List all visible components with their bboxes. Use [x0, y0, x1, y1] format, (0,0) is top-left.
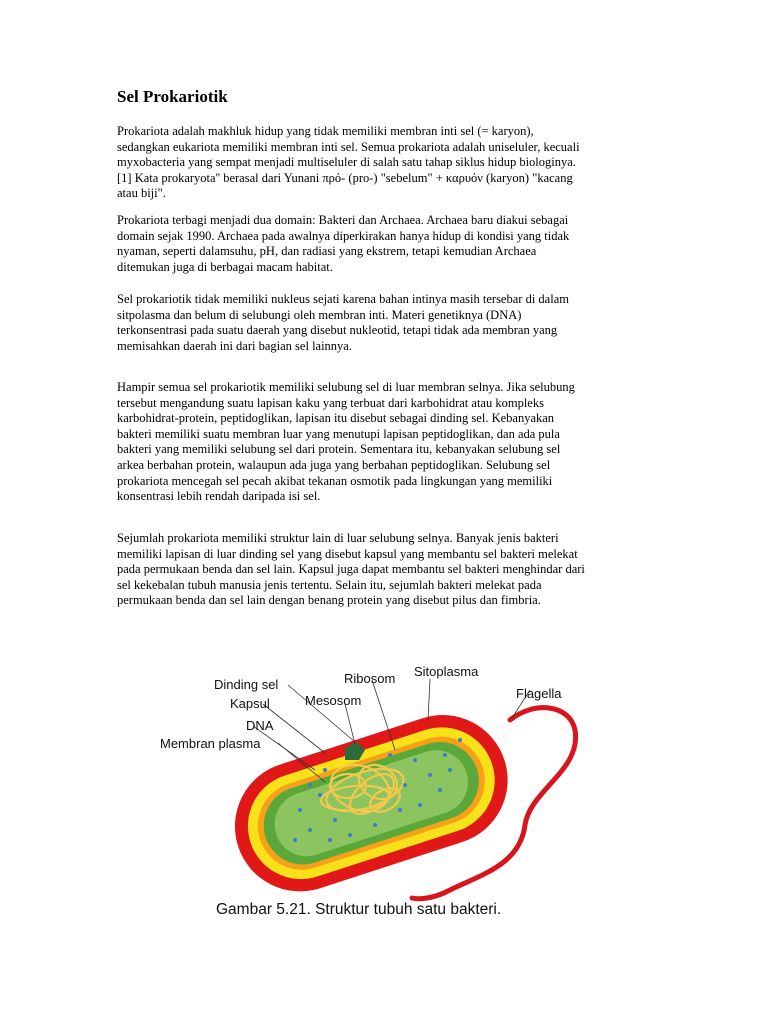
figure-caption: Gambar 5.21. Struktur tubuh satu bakteri.: [216, 901, 502, 918]
label-ribosom: Ribosom: [344, 671, 396, 686]
paragraph-1: [117, 124, 657, 202]
paragraph-line: memiliki lapisan di luar dinding sel yang disebut kapsul yang membantu sel bakteri melekat: [117, 546, 578, 561]
paragraph-line: sedangkan eukariota memiliki membran inti sel. Semua prokariota adalah uniseluler, kecuali: [117, 139, 580, 154]
paragraph-line: domain sejak 1990. Archaea pada awalnya diperkirakan hanya hidup di kondisi yang tidak: [117, 228, 570, 243]
paragraph-line: karbohidrat-protein, peptidoglikan, lapisan itu disebut sebagai dinding sel. Kebanyakan: [117, 411, 555, 426]
label-flagella: Flagella: [516, 686, 562, 701]
paragraph-line: terkonsentrasi pada suatu daerah yang disebut nukleotid, tetapi tidak ada membran yang: [117, 323, 558, 338]
paragraph-line: prokariota mencegah sel pecah akibat tekanan osmotik pada lingkungan yang memiliki: [117, 473, 553, 488]
paragraph-line: tersebut mengandung suatu lapisan kaku yang terbuat dari karbohidrat atau kompleks: [117, 395, 544, 410]
label-sitoplasma: Sitoplasma: [414, 664, 479, 679]
paragraph-4: [117, 380, 657, 505]
label-kapsul: Kapsul: [230, 696, 270, 711]
label-dna: DNA: [246, 718, 274, 733]
label-dinding-sel: Dinding sel: [214, 677, 279, 692]
page-title: Sel Prokariotik: [117, 87, 228, 106]
paragraph-line: permukaan benda dan sel lain dengan benang protein yang disebut pilus dan fimbria.: [117, 593, 541, 608]
paragraph-line: konsentrasi lebih rendah daripada isi sel.: [117, 489, 321, 504]
paragraph-line: Prokariota adalah makhluk hidup yang tidak memiliki membran inti sel (= karyon),: [117, 124, 534, 138]
paragraph-line: pada permukaan benda dan sel lain. Kapsul juga dapat membantu sel bakteri menghindar dari: [117, 562, 585, 577]
paragraph-line: Sejumlah prokariota memiliki struktur lain di luar selubung selnya. Banyak jenis bakteri: [117, 531, 559, 545]
paragraph-line: nyaman, seperti dalamsuhu, pH, dan radiasi yang ekstrem, tetapi kemudian Archaea: [117, 244, 537, 259]
paragraph-line: memisahkan daerah ini dari bagian sel lainnya.: [117, 338, 352, 353]
label-membran-plasma: Membran plasma: [160, 736, 261, 751]
paragraph-line: sel kekebalan tubuh manusia jenis tertentu. Selain itu, sejumlah bakteri melekat pada: [117, 577, 542, 592]
paragraph-line: atau biji".: [117, 186, 166, 201]
paragraph-line: bakteri memiliki suatu membran luar yang menutupi lapisan peptidoglikan, dan ada pula: [117, 426, 560, 441]
paragraph-line: sitpolasma dan belum di selubungi oleh membran inti. Materi genetiknya (DNA): [117, 307, 522, 322]
paragraph-2: [117, 213, 657, 275]
paragraph-line: Prokariota terbagi menjadi dua domain: Bakteri dan Archaea. Archaea baru diakui sebagai: [117, 213, 569, 227]
paragraph-5: [117, 531, 657, 609]
paragraph-line: ditemukan juga di berbagai macam habitat.: [117, 259, 333, 274]
paragraph-line: arkea berbahan protein, walaupun ada juga yang berbahan peptidoglikan. Selubung sel: [117, 457, 551, 472]
paragraph-line: Sel prokariotik tidak memiliki nukleus sejati karena bahan intinya masih tersebar di dalam: [117, 292, 569, 306]
paragraph-line: bakteri yang memiliki selubung sel dari protein. Sementara itu, kebanyakan selubung sel: [117, 442, 561, 457]
paragraph-line: Hampir semua sel prokariotik memiliki selubung sel di luar membran selnya. Jika selubung: [117, 380, 575, 394]
paragraph-3: [117, 292, 657, 354]
bacteria-figure: [150, 660, 610, 925]
label-mesosom: Mesosom: [305, 693, 362, 708]
paragraph-line: myxobacteria yang sempat menjadi multiseluler di salah satu tahap siklus hidup biologinya.: [117, 155, 576, 170]
paragraph-line: [1] Kata prokaryota'' berasal dari Yunani πρό- (pro-) "sebelum" + καρυόν (karyon) "kacang: [117, 170, 573, 185]
